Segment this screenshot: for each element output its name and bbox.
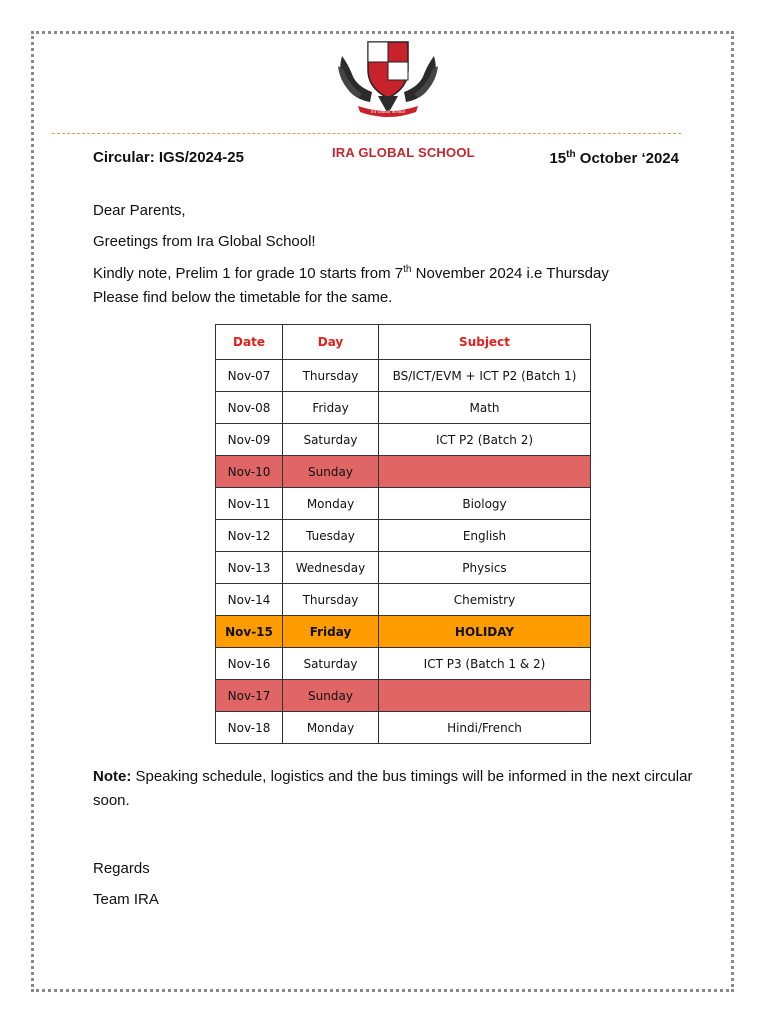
cell-subject: ICT P2 (Batch 2) xyxy=(379,424,591,456)
cell-day: Friday xyxy=(283,616,379,648)
cell-subject: Hindi/French xyxy=(379,712,591,744)
cell-date: Nov-16 xyxy=(216,648,283,680)
cell-date: Nov-14 xyxy=(216,584,283,616)
table-row xyxy=(216,488,591,520)
eagle-crest-icon xyxy=(332,36,444,128)
intro-paragraph: Kindly note, Prelim 1 for grade 10 starts from 7th November 2024 i.e Thursday Please find below the timetable for the same. xyxy=(93,264,609,306)
cell-day: Monday xyxy=(283,712,379,744)
cell-date: Nov-13 xyxy=(216,552,283,584)
note-paragraph: Note: Speaking schedule, logistics and the bus timings will be informed in the next circular soon. xyxy=(93,768,693,809)
cell-date: Nov-09 xyxy=(216,424,283,456)
cell-day: Friday xyxy=(283,392,379,424)
cell-day: Saturday xyxy=(283,424,379,456)
cell-subject: English xyxy=(379,520,591,552)
cell-day: Sunday xyxy=(283,456,379,488)
cell-subject: BS/ICT/EVM + ICT P2 (Batch 1) xyxy=(379,360,591,392)
cell-subject: Chemistry xyxy=(379,584,591,616)
table-row xyxy=(216,712,591,744)
table-row xyxy=(216,648,591,680)
table-header-row xyxy=(216,325,591,360)
table-row xyxy=(216,392,591,424)
table-row xyxy=(216,552,591,584)
greeting: Greetings from Ira Global School! xyxy=(93,233,316,250)
cell-date: Nov-15 xyxy=(216,616,283,648)
column-header-day: Day xyxy=(283,325,379,360)
school-logo xyxy=(332,36,475,160)
table-row xyxy=(216,584,591,616)
table-row xyxy=(216,360,591,392)
cell-day: Saturday xyxy=(283,648,379,680)
circular-date: 15th October ‘2024 xyxy=(549,149,679,167)
cell-subject xyxy=(379,680,591,712)
cell-date: Nov-18 xyxy=(216,712,283,744)
table-row xyxy=(216,680,591,712)
circular-number: Circular: IGS/2024-25 xyxy=(93,149,244,166)
cell-subject: Biology xyxy=(379,488,591,520)
table-row xyxy=(216,520,591,552)
column-header-subject: Subject xyxy=(379,325,591,360)
circular-header xyxy=(93,149,679,166)
cell-day: Wednesday xyxy=(283,552,379,584)
cell-subject: ICT P3 (Batch 1 & 2) xyxy=(379,648,591,680)
cell-date: Nov-11 xyxy=(216,488,283,520)
table-row xyxy=(216,424,591,456)
column-header-date: Date xyxy=(216,325,283,360)
cell-date: Nov-12 xyxy=(216,520,283,552)
cell-date: Nov-17 xyxy=(216,680,283,712)
cell-subject: Math xyxy=(379,392,591,424)
cell-day: Thursday xyxy=(283,584,379,616)
cell-day: Tuesday xyxy=(283,520,379,552)
cell-subject: Physics xyxy=(379,552,591,584)
cell-date: Nov-08 xyxy=(216,392,283,424)
cell-day: Monday xyxy=(283,488,379,520)
cell-subject: HOLIDAY xyxy=(379,616,591,648)
cell-date: Nov-07 xyxy=(216,360,283,392)
closing-signature: Team IRA xyxy=(93,891,159,908)
salutation: Dear Parents, xyxy=(93,202,186,219)
cell-subject xyxy=(379,456,591,488)
table-row xyxy=(216,456,591,488)
header-divider xyxy=(52,133,681,134)
school-name: IRA GLOBAL SCHOOL xyxy=(332,145,475,160)
table-row xyxy=(216,616,591,648)
closing-regards: Regards xyxy=(93,860,150,877)
cell-day: Thursday xyxy=(283,360,379,392)
svg-text:Ira Global School: Ira Global School xyxy=(371,109,405,114)
exam-timetable xyxy=(215,324,591,744)
cell-date: Nov-10 xyxy=(216,456,283,488)
cell-day: Sunday xyxy=(283,680,379,712)
